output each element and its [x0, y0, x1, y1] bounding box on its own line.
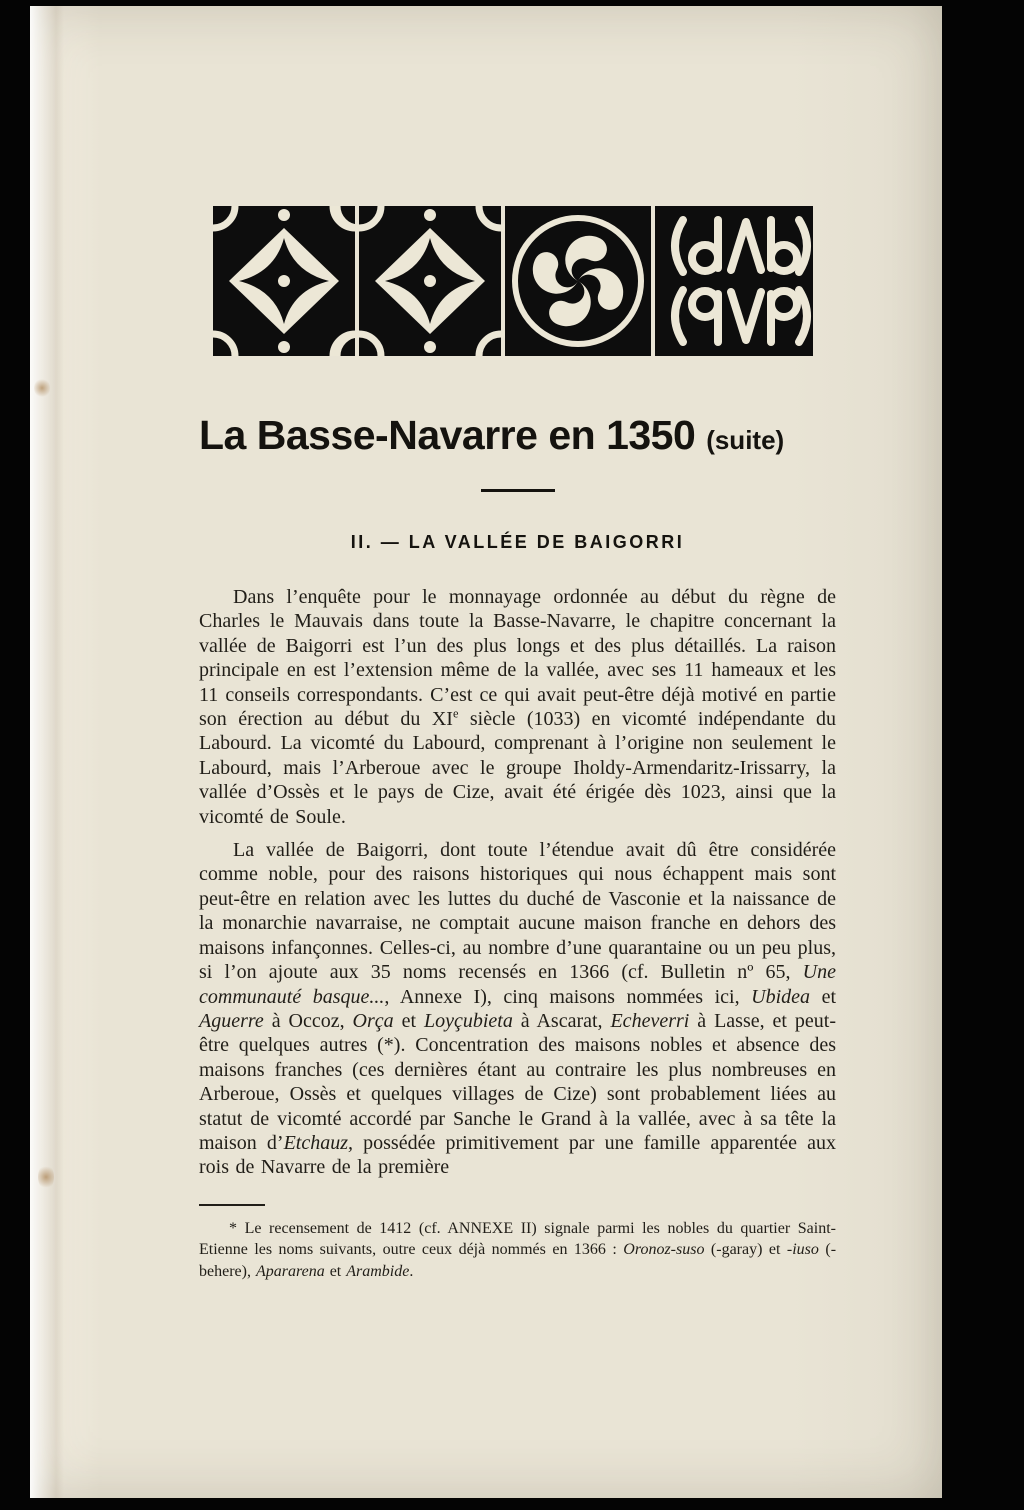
footnote [199, 1218, 836, 1283]
page-content [199, 6, 836, 1282]
book-binding-edge [30, 6, 64, 1498]
paragraph: * Le recensement de 1412 (cf. ANNEXE II) signale parmi les nobles du quartier Saint-Etienne les noms suivants, outre ceux déjà nommés en 1366 : Oronoz-suso (-garay) et -iuso (-behere), Apararena et Arambide. [199, 1219, 837, 1280]
paragraph: La vallée de Baigorri, dont toute l’étendue avait dû être considérée comme noble, pour des raisons historiques qui nous échappent mais sont peut-être en relation avec les luttes du duché de Vasconie et la naissance de la monarchie navarraise, ne comptait aucune maison franche en dehors des maisons infançonnes. Celles-ci, au nombre d’une quarantaine ou un peu plus, si l’on ajoute aux 35 noms recensés en 1366 (cf. Bulletin nº 65, Une communauté basque..., Annexe I), cinq maisons nommées ici, Ubidea et Aguerre à Occoz, Orça et Loyçubieta à Ascarat, Echeverri à Lasse, et peut-être quelques autres (*). Concentration des maisons nobles et absence des maisons franches (ces dernières étant au contraire les plus nombreuses en Arberoue, Ossès et quelques villages de Cize) sont probablement liées au statut de vicomté accordé par Sanche le Grand à la vallée, avec à sa tête la maison d’Etchauz, possédée primitivement par une famille apparentée aux rois de Navarre de la première [199, 839, 837, 1179]
ornament-graphic [213, 206, 813, 356]
basque-lauburu-ornament-band [213, 206, 813, 356]
footnote-divider-rule [199, 1204, 265, 1206]
paragraph: Dans l’enquête pour le monnayage ordonnée au début du règne de Charles le Mauvais dans toute la Basse-Navarre, le chapitre concernant la vallée de Baigorri est l’un des plus longs et des plus détaillés. La raison principale en est l’extension même de la vallée, avec ses 11 hameaux et les 11 conseils correspondants. C’est ce qui avait peut-être déjà motivé en partie son érection au début du XIe siècle (1033) en vicomté indépendante du Labourd. La vicomté du Labourd, comprenant à l’origine non seulement le Labourd, mais l’Arberoue avec le groupe Iholdy-Armendaritz-Irissarry, la vallée d’Ossès et le pays de Cize, avait été érigée dès 1023, ainsi que la vicomté de Soule. [199, 586, 836, 828]
section-heading: II. — LA VALLÉE DE BAIGORRI [350, 532, 685, 552]
foxing-spot [34, 378, 50, 398]
body-text [199, 585, 836, 1180]
foxing-spot [38, 1164, 54, 1190]
title-suffix: (suite) [706, 425, 785, 455]
title-divider-rule [481, 489, 555, 492]
lauburu-tile [505, 206, 651, 356]
title-main: La Basse-Navarre en 1350 [199, 412, 696, 458]
curved-glyph-tile [655, 206, 813, 356]
page-title [199, 412, 836, 459]
book-page [30, 6, 942, 1498]
